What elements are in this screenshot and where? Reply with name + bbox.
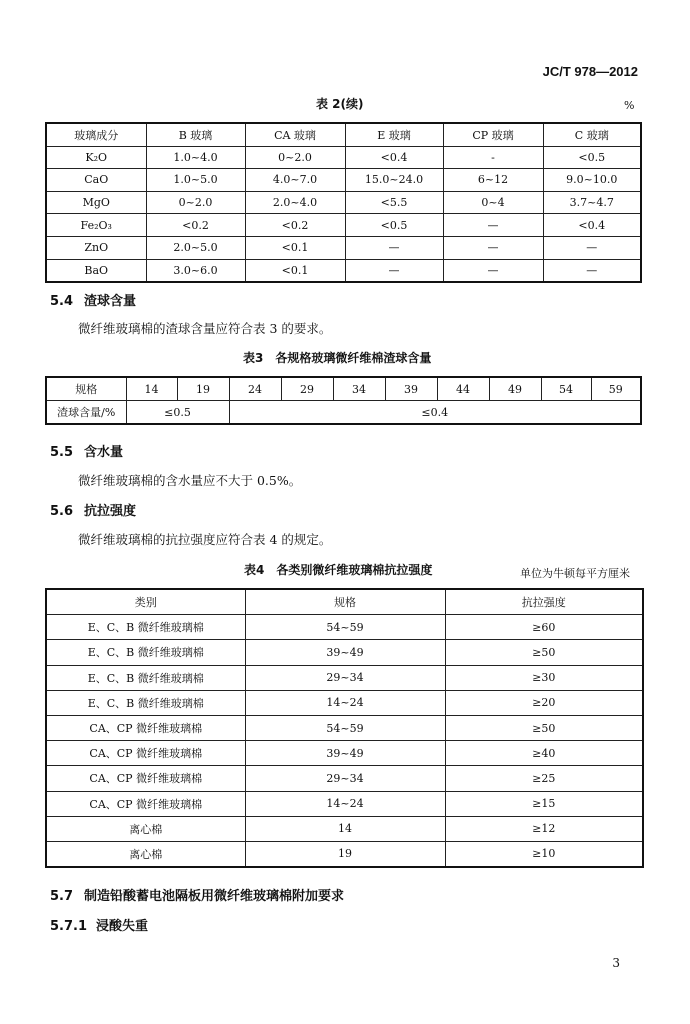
header-cell: B 玻璃: [146, 123, 245, 146]
value-cell: —: [345, 259, 443, 282]
category-cell: 离心棉: [46, 841, 245, 867]
component-cell: MgO: [46, 191, 146, 214]
strength-cell: ≥12: [445, 816, 643, 841]
value-cell: <0.4: [543, 214, 641, 237]
table3-caption: 表3 各规格玻璃微纤维棉渣球含量: [243, 351, 432, 365]
section-5-7-heading: [50, 885, 344, 904]
table-2-continued: [45, 122, 642, 283]
component-cell: K₂O: [46, 146, 146, 169]
spec-cell: 14: [126, 377, 177, 401]
table2-unit: %: [624, 99, 635, 112]
table-row: [46, 401, 641, 425]
section-number: 5.5: [50, 445, 74, 460]
table4-caption: 表4 各类别微纤维玻璃棉抗拉强度: [244, 563, 433, 577]
value-cell: 4.0~7.0: [245, 169, 345, 192]
component-cell: CaO: [46, 169, 146, 192]
strength-cell: ≥30: [445, 665, 643, 690]
value-cell: <0.5: [543, 146, 641, 169]
table-row: [46, 665, 643, 690]
value-cell: —: [443, 236, 543, 259]
page-number: 3: [612, 956, 620, 970]
table-3: [45, 376, 642, 425]
table-row: [46, 169, 641, 192]
category-cell: CA、CP 微纤维玻璃棉: [46, 741, 245, 766]
value-cell: <5.5: [345, 191, 443, 214]
table4-unit: 单位为牛顿每平方厘米: [520, 567, 630, 580]
section-title: 制造铅酸蓄电池隔板用微纤维玻璃棉附加要求: [84, 889, 345, 904]
value-cell: 0~2.0: [245, 146, 345, 169]
section-5-5-heading: [50, 441, 123, 460]
content-label-cell: 渣球含量/%: [46, 401, 126, 425]
content-value-cell: ≤0.4: [229, 401, 641, 425]
table-row: [46, 236, 641, 259]
header-cell: CP 玻璃: [443, 123, 543, 146]
table-4: [45, 588, 644, 868]
strength-cell: ≥25: [445, 766, 643, 791]
spec-cell: 39~49: [245, 741, 445, 766]
table-row: [46, 741, 643, 766]
table-row: [46, 690, 643, 715]
spec-label-cell: 规格: [46, 377, 126, 401]
section-title: 抗拉强度: [84, 504, 137, 519]
value-cell: 0~4: [443, 191, 543, 214]
value-cell: 6~12: [443, 169, 543, 192]
category-cell: E、C、B 微纤维玻璃棉: [46, 690, 245, 715]
spec-cell: 54~59: [245, 615, 445, 640]
component-cell: ZnO: [46, 236, 146, 259]
section-5-4-heading: [50, 290, 136, 309]
value-cell: —: [543, 259, 641, 282]
spec-cell: 44: [437, 377, 489, 401]
value-cell: —: [443, 214, 543, 237]
spec-cell: 19: [245, 841, 445, 867]
table-row: [46, 715, 643, 740]
value-cell: 9.0~10.0: [543, 169, 641, 192]
table-header-row: [46, 589, 643, 615]
content-value-cell: ≤0.5: [126, 401, 229, 425]
spec-cell: 54~59: [245, 715, 445, 740]
value-cell: <0.5: [345, 214, 443, 237]
strength-cell: ≥15: [445, 791, 643, 816]
strength-cell: ≥50: [445, 715, 643, 740]
value-cell: -: [443, 146, 543, 169]
spec-cell: 59: [591, 377, 641, 401]
value-cell: 0~2.0: [146, 191, 245, 214]
spec-cell: 29~34: [245, 665, 445, 690]
spec-cell: 24: [229, 377, 281, 401]
category-cell: 离心棉: [46, 816, 245, 841]
strength-cell: ≥60: [445, 615, 643, 640]
section-number: 5.7: [50, 889, 74, 904]
section-title: 含水量: [84, 445, 124, 460]
value-cell: <0.4: [345, 146, 443, 169]
category-cell: E、C、B 微纤维玻璃棉: [46, 640, 245, 665]
value-cell: 1.0~4.0: [146, 146, 245, 169]
table-row: [46, 377, 641, 401]
section-5-6-text: 微纤维玻璃棉的抗拉强度应符合表 4 的规定。: [78, 532, 332, 547]
spec-cell: 34: [333, 377, 385, 401]
component-cell: BaO: [46, 259, 146, 282]
strength-cell: ≥50: [445, 640, 643, 665]
value-cell: 2.0~5.0: [146, 236, 245, 259]
value-cell: <0.2: [146, 214, 245, 237]
value-cell: <0.1: [245, 236, 345, 259]
section-number: 5.7.1: [50, 919, 88, 934]
header-cell: 抗拉强度: [445, 589, 643, 615]
table-row: [46, 146, 641, 169]
spec-cell: 49: [489, 377, 541, 401]
category-cell: E、C、B 微纤维玻璃棉: [46, 665, 245, 690]
table-header-row: [46, 123, 641, 146]
header-cell: C 玻璃: [543, 123, 641, 146]
table-row: [46, 640, 643, 665]
spec-cell: 39: [385, 377, 437, 401]
table-row: [46, 259, 641, 282]
category-cell: CA、CP 微纤维玻璃棉: [46, 715, 245, 740]
header-cell: 玻璃成分: [46, 123, 146, 146]
header-cell: CA 玻璃: [245, 123, 345, 146]
section-5-5-text: 微纤维玻璃棉的含水量应不大于 0.5%。: [78, 473, 302, 488]
table-row: [46, 615, 643, 640]
value-cell: 3.0~6.0: [146, 259, 245, 282]
value-cell: 2.0~4.0: [245, 191, 345, 214]
spec-cell: 39~49: [245, 640, 445, 665]
value-cell: <0.1: [245, 259, 345, 282]
spec-cell: 54: [541, 377, 591, 401]
header-cell: 规格: [245, 589, 445, 615]
component-cell: Fe₂O₃: [46, 214, 146, 237]
section-5-6-heading: [50, 500, 136, 519]
table-row: [46, 841, 643, 867]
table-row: [46, 214, 641, 237]
category-cell: CA、CP 微纤维玻璃棉: [46, 766, 245, 791]
value-cell: 1.0~5.0: [146, 169, 245, 192]
value-cell: —: [543, 236, 641, 259]
section-5-7-1-heading: [50, 915, 148, 934]
value-cell: 15.0~24.0: [345, 169, 443, 192]
value-cell: —: [443, 259, 543, 282]
value-cell: —: [345, 236, 443, 259]
standard-code: JC/T 978—2012: [542, 64, 638, 79]
table-row: [46, 791, 643, 816]
value-cell: <0.2: [245, 214, 345, 237]
section-title: 浸酸失重: [96, 919, 149, 934]
section-title: 渣球含量: [84, 294, 137, 309]
category-cell: CA、CP 微纤维玻璃棉: [46, 791, 245, 816]
table-row: [46, 766, 643, 791]
section-number: 5.4: [50, 294, 74, 309]
spec-cell: 19: [177, 377, 229, 401]
section-number: 5.6: [50, 504, 74, 519]
table-row: [46, 191, 641, 214]
section-5-4-text: 微纤维玻璃棉的渣球含量应符合表 3 的要求。: [78, 321, 332, 336]
value-cell: 3.7~4.7: [543, 191, 641, 214]
strength-cell: ≥10: [445, 841, 643, 867]
strength-cell: ≥20: [445, 690, 643, 715]
category-cell: E、C、B 微纤维玻璃棉: [46, 615, 245, 640]
spec-cell: 14~24: [245, 690, 445, 715]
table2-caption: 表 2(续): [316, 97, 364, 111]
strength-cell: ≥40: [445, 741, 643, 766]
spec-cell: 29~34: [245, 766, 445, 791]
header-cell: E 玻璃: [345, 123, 443, 146]
header-cell: 类别: [46, 589, 245, 615]
spec-cell: 29: [281, 377, 333, 401]
spec-cell: 14: [245, 816, 445, 841]
table-row: [46, 816, 643, 841]
spec-cell: 14~24: [245, 791, 445, 816]
